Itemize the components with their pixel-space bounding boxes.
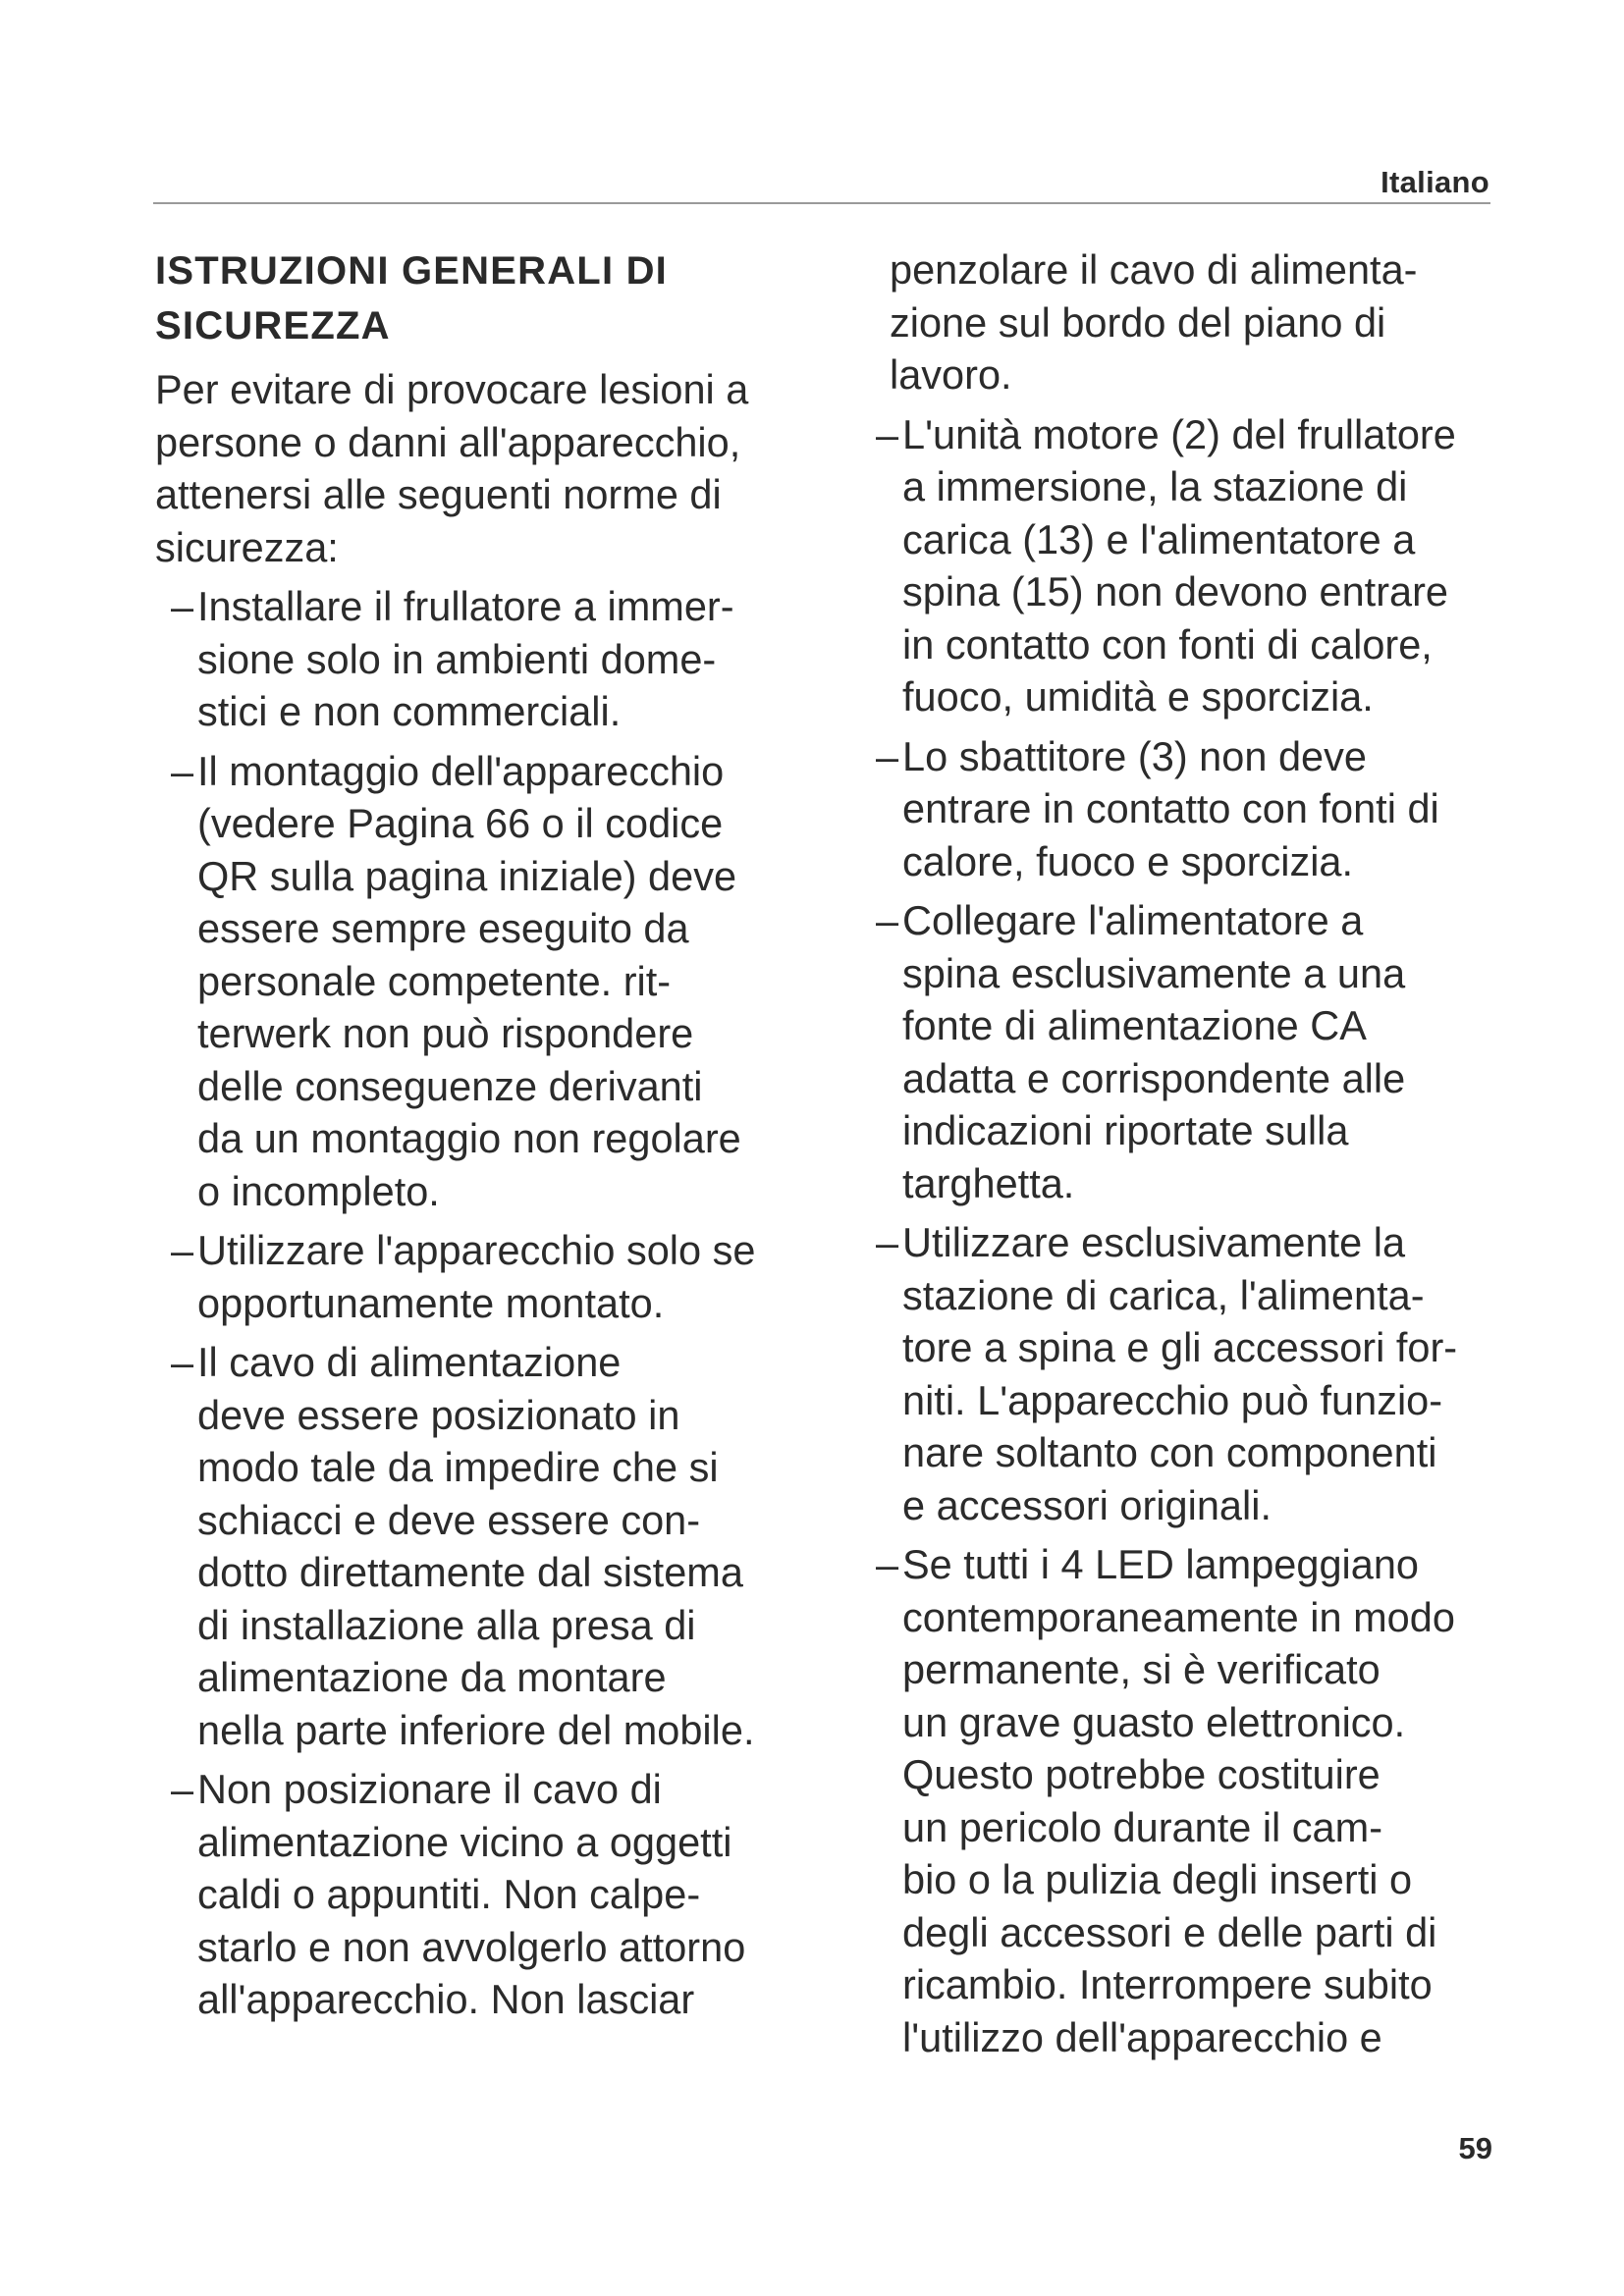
text-line: tore a spina e gli accessori for-	[902, 1324, 1458, 1370]
text-line: a immersione, la stazione di	[902, 463, 1408, 509]
text-line: – L'unità motore (2) del frullatore	[902, 410, 1456, 457]
text-line: o incompleto.	[197, 1167, 440, 1214]
safety-item	[185, 745, 833, 1218]
text-line: – Utilizzare esclusivamente la	[902, 1219, 1406, 1265]
text-line: – Utilizzare l'apparecchio solo se	[197, 1227, 756, 1273]
text-line: ricambio. Interrompere subito	[902, 1961, 1433, 2007]
text-line: indicazioni riportate sulla	[902, 1107, 1349, 1153]
safety-item	[890, 1216, 1538, 1531]
text-line: QR sulla pagina iniziale) deve	[197, 852, 737, 899]
text-line: Per evitare di provocare lesioni a	[155, 366, 749, 412]
section-heading	[155, 243, 833, 353]
text-line: essere sempre eseguito da	[197, 905, 689, 951]
text-line: starlo e non avvolgerlo attorno	[197, 1923, 746, 1970]
text-line: schiacci e deve essere con-	[197, 1496, 701, 1543]
text-line: – Installare il frullatore a immer-	[197, 583, 734, 629]
safety-item	[890, 408, 1538, 723]
text-line: calore, fuoco e sporcizia.	[902, 837, 1354, 884]
text-line: targhetta.	[902, 1159, 1075, 1206]
text-line: (vedere Pagina 66 o il codice	[197, 800, 724, 846]
text-line: adatta e corrispondente alle	[902, 1054, 1406, 1101]
text-line: Questo potrebbe costituire	[902, 1751, 1380, 1797]
text-line: nare soltanto con componenti	[902, 1429, 1437, 1475]
text-line: alimentazione vicino a oggetti	[197, 1818, 732, 1865]
text-line: e accessori originali.	[902, 1481, 1272, 1528]
safety-item	[185, 1336, 833, 1756]
text-line: all'apparecchio. Non lasciar	[197, 1976, 695, 2022]
text-line: fuoco, umidità e sporcizia.	[902, 673, 1374, 720]
text-line: spina (15) non devono entrare	[902, 568, 1449, 614]
safety-item	[185, 1763, 833, 2026]
text-line: attenersi alle seguenti norme di	[155, 471, 722, 517]
text-line: carica (13) e l'alimentatore a	[902, 515, 1416, 562]
heading-line: SICUREZZA	[155, 304, 391, 347]
safety-item	[185, 1224, 833, 1329]
header-divider	[153, 202, 1490, 204]
text-line: opportunamente montato.	[197, 1279, 665, 1326]
text-line: l'utilizzo dell'apparecchio e	[902, 2013, 1382, 2060]
text-line: da un montaggio non regolare	[197, 1115, 741, 1161]
safety-list-left	[185, 580, 833, 2026]
text-line: sione solo in ambienti dome-	[197, 635, 717, 682]
text-line: – Collegare l'alimentatore a	[902, 897, 1364, 943]
left-column	[155, 243, 833, 2033]
text-line: dotto direttamente dal sistema	[197, 1549, 743, 1595]
text-line: permanente, si è verificato	[902, 1646, 1380, 1692]
text-line: entrare in contatto con fonti di	[902, 785, 1439, 831]
continued-paragraph	[890, 243, 1538, 401]
language-label: Italiano	[1380, 165, 1489, 199]
text-line: deve essere posizionato in	[197, 1391, 680, 1438]
text-line: fonte di alimentazione CA	[902, 1002, 1367, 1048]
text-line: zione sul bordo del piano di	[890, 298, 1386, 346]
text-line: stazione di carica, l'alimenta-	[902, 1271, 1425, 1318]
right-column	[890, 243, 1538, 2070]
text-line: un grave guasto elettronico.	[902, 1698, 1406, 1745]
text-line: alimentazione da montare	[197, 1654, 667, 1700]
page-number: 59	[1458, 2131, 1492, 2165]
text-line: – Non posizionare il cavo di	[197, 1766, 662, 1812]
intro-paragraph	[155, 363, 833, 573]
text-line: – Il montaggio dell'apparecchio	[197, 747, 725, 794]
safety-item	[890, 730, 1538, 888]
text-line: modo tale da impedire che si	[197, 1444, 719, 1490]
text-line: un pericolo durante il cam-	[902, 1803, 1383, 1850]
text-line: personale competente. rit-	[197, 957, 672, 1004]
text-line: terwerk non può rispondere	[197, 1010, 694, 1056]
text-line: – Lo sbattitore (3) non deve	[902, 732, 1367, 779]
text-line: contemporaneamente in modo	[902, 1593, 1455, 1640]
safety-item	[890, 1538, 1538, 2063]
safety-item	[185, 580, 833, 738]
text-line: caldi o appuntiti. Non calpe-	[197, 1871, 701, 1917]
text-line: nella parte inferiore del mobile.	[197, 1706, 755, 1753]
text-line: sicurezza:	[155, 523, 339, 570]
text-line: spina esclusivamente a una	[902, 949, 1406, 996]
text-line: di installazione alla presa di	[197, 1601, 696, 1648]
text-line: in contatto con fonti di calore,	[902, 620, 1433, 667]
text-line: niti. L'apparecchio può funzio-	[902, 1376, 1443, 1423]
heading-line: ISTRUZIONI GENERALI DI	[155, 249, 668, 293]
text-line: – Il cavo di alimentazione	[197, 1339, 622, 1385]
safety-item	[890, 894, 1538, 1209]
safety-list-right	[890, 408, 1538, 2064]
text-line: persone o danni all'apparecchio,	[155, 418, 741, 465]
text-line: bio o la pulizia degli inserti o	[902, 1856, 1413, 1902]
text-line: delle conseguenze derivanti	[197, 1062, 703, 1109]
text-line: degli accessori e delle parti di	[902, 1908, 1437, 1955]
text-line: stici e non commerciali.	[197, 688, 622, 734]
text-line: penzolare il cavo di alimenta-	[890, 246, 1418, 293]
text-line: – Se tutti i 4 LED lampeggiano	[902, 1541, 1419, 1587]
text-line: lavoro.	[890, 351, 1012, 398]
